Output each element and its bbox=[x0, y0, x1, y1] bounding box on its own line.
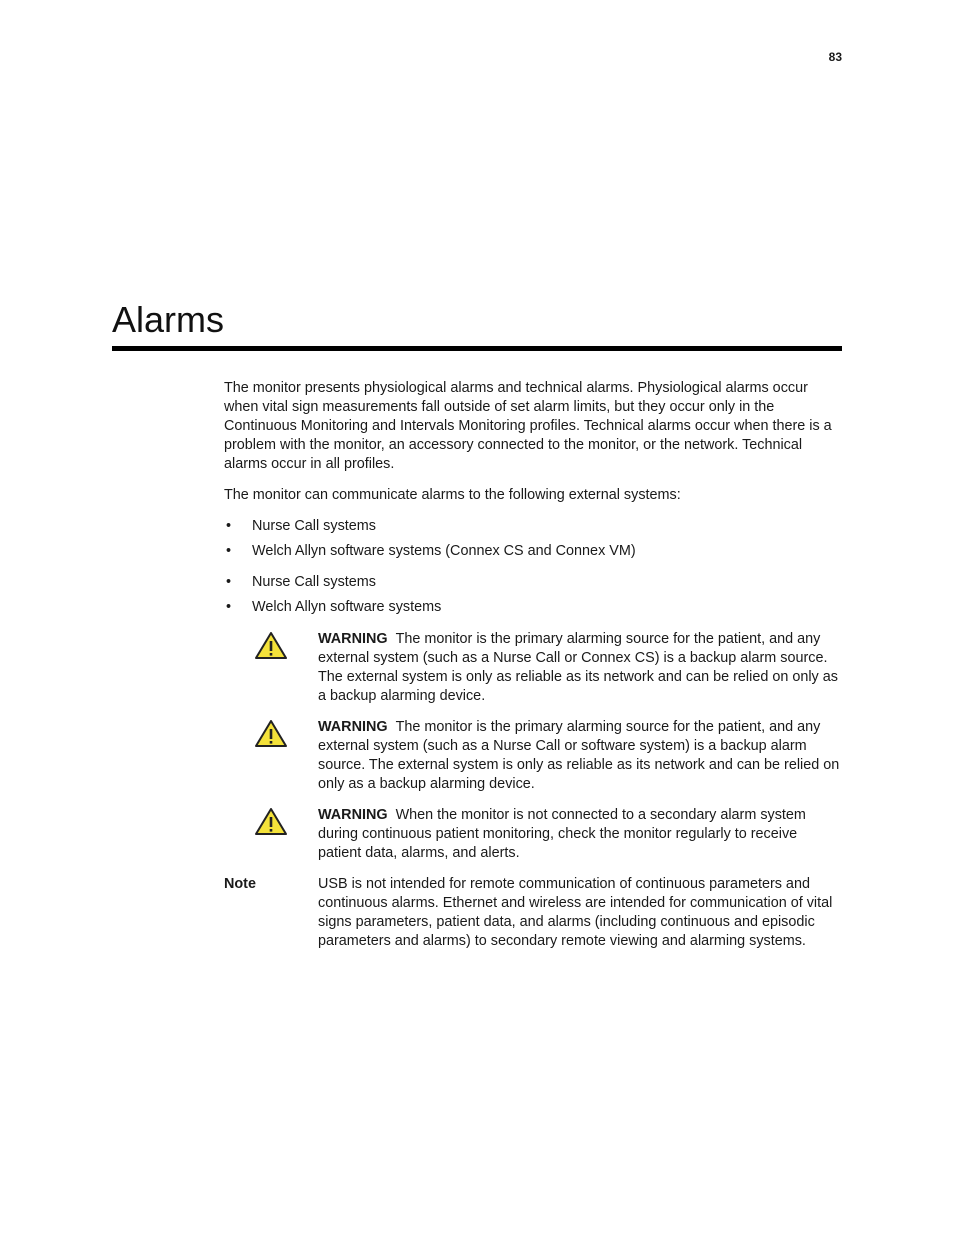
note-label: Note bbox=[224, 876, 256, 892]
note-text: USB is not intended for remote communication of continuous parameters and continuous alarms. Ethernet and wireless are intended for communication of vital signs parameters, patient data, and alarms (including continuous and episodic parameters and alarms) to secondary remote viewing and alarming systems. bbox=[318, 876, 833, 949]
warning-triangle-icon bbox=[254, 719, 288, 749]
warning-text: The monitor is the primary alarming source for the patient, and any external system (such as a Nurse Call or Connex CS) is a backup alarm source. The external system is only as reliable as its network and can be relied on only as a backup alarming device. bbox=[318, 631, 838, 704]
title-rule bbox=[112, 346, 842, 351]
list-item: • Welch Allyn software systems bbox=[226, 599, 442, 615]
list-item: • Nurse Call systems bbox=[226, 574, 376, 590]
bullet-icon: • bbox=[226, 599, 232, 615]
warning-triangle-icon bbox=[254, 631, 288, 661]
warning-triangle-icon bbox=[254, 807, 288, 837]
main-content bbox=[224, 379, 844, 951]
list-item: • Nurse Call systems bbox=[226, 518, 376, 534]
bullet-icon: • bbox=[226, 574, 232, 590]
external-systems-list bbox=[224, 517, 844, 561]
warning-text: When the monitor is not connected to a secondary alarm system during continuous patient monitoring, check the monitor regularly to receive patient data, alarms, and alerts. bbox=[318, 807, 806, 861]
list-item: • Welch Allyn software systems (Connex CS and Connex VM) bbox=[226, 543, 636, 559]
page-number: 83 bbox=[828, 50, 842, 64]
warning-block bbox=[224, 630, 844, 706]
page-title: Alarms bbox=[112, 299, 225, 340]
warning-label: WARNING bbox=[318, 719, 388, 735]
systems-intro-paragraph: The monitor can communicate alarms to the following external systems: bbox=[224, 487, 681, 503]
warning-label: WARNING bbox=[318, 807, 388, 823]
warning-block bbox=[224, 718, 844, 794]
intro-paragraph: The monitor presents physiological alarms and technical alarms. Physiological alarms occur when vital sign measurements fall outside of set alarm limits, but they occur only in the Continuous Monitoring and Intervals Monitoring profiles. Technical alarms occur when there is a problem with the monitor, an accessory connected to the monitor, or the network. Technical alarms occur in all profiles. bbox=[224, 380, 832, 472]
external-systems-list-alt bbox=[224, 573, 844, 617]
bullet-icon: • bbox=[226, 518, 232, 534]
warning-text: The monitor is the primary alarming source for the patient, and any external system (such as a Nurse Call or software system) is a backup alarm source. The external system is only as reliable as its network and can be relied on only as a backup alarming device. bbox=[318, 719, 840, 792]
warning-block bbox=[224, 806, 844, 863]
warning-label: WARNING bbox=[318, 631, 388, 647]
bullet-icon: • bbox=[226, 543, 232, 559]
note-block bbox=[224, 875, 844, 951]
